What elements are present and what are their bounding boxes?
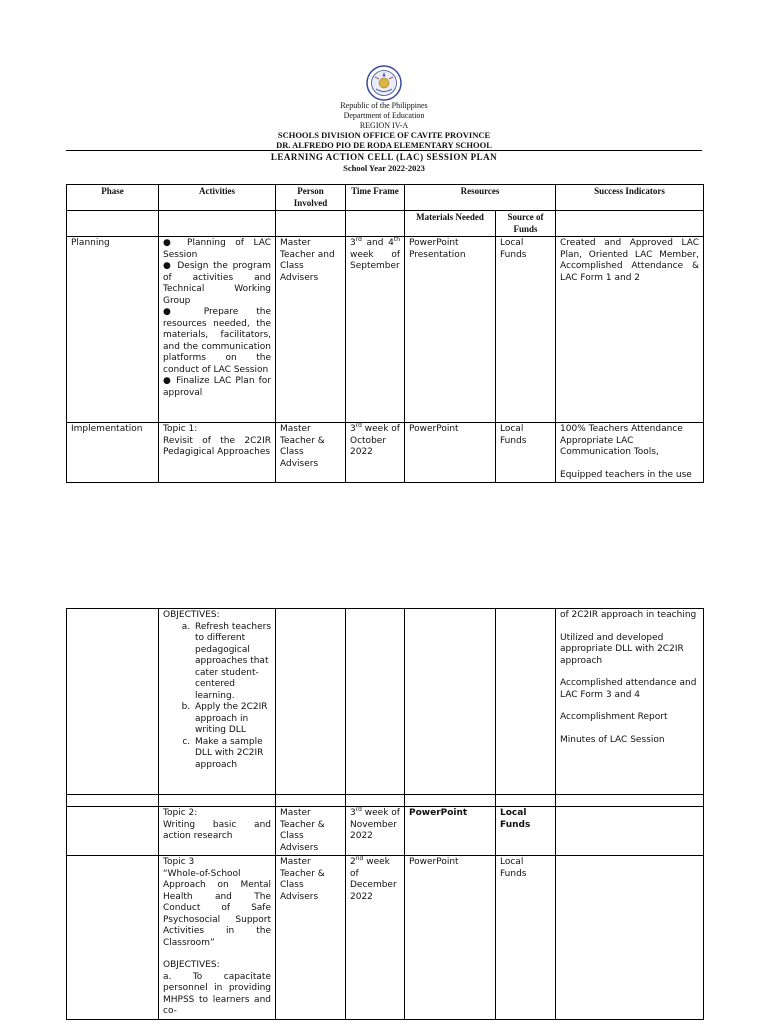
document-title: LEARNING ACTION CELL (LAC) SESSION PLAN (270, 152, 498, 162)
topic2-activity: Topic 2: Writing basic and action research (159, 807, 276, 856)
implementation-topic1: Topic 1: Revisit of the 2C2IR Pedagigical Approaches (159, 423, 276, 483)
planning-activity: ● Finalize LAC Plan for approval (163, 376, 271, 398)
header-school: DR. ALFREDO PIO DE RODA ELEMENTARY SCHOOL (276, 140, 492, 150)
lac-plan-table-continued (66, 608, 704, 1020)
planning-time-frame: 3rd and 4th week of September (346, 237, 405, 423)
topic1-indicators-continued: of 2C2IR approach in teaching Utilized and developed appropriate DLL with 2C2IR approach Accomplished attendance and LAC Form 3 and 4 Accomplishment Report Minutes of LAC Session (556, 609, 704, 795)
objective-item: b. Apply the 2C2IR approach in writing DLL (193, 702, 271, 737)
col-time-frame: Time Frame (346, 185, 405, 211)
table-row-implementation (67, 423, 704, 483)
deped-seal-logo (356, 64, 412, 102)
header-republic: Republic of the Philippines (340, 101, 428, 110)
topic3-activity: Topic 3 “Whole-of-School Approach on Mental Health and The Conduct of Safe Psychosocial Support Activities in the Classroom” OBJECTIVES: a. To capacitate personnel in providing MHPSS to learners and co- (159, 856, 276, 1020)
col-phase: Phase (67, 185, 159, 211)
header-division: SCHOOLS DIVISION OFFICE OF CAVITE PROVINCE (277, 130, 491, 140)
planning-indicators: Created and Approved LAC Plan, Oriented LAC Member, Accomplished Attendance & LAC Form 1 and 2 (556, 237, 704, 423)
col-success-indicators: Success Indicators (556, 185, 704, 211)
header-region: REGION IV-A (359, 121, 409, 130)
table-row-planning (67, 237, 704, 423)
implementation-indicators: 100% Teachers Attendance Appropriate LAC Communication Tools, Equipped teachers in the use (556, 423, 704, 483)
implementation-phase: Implementation (67, 423, 159, 483)
topic3-time-frame: 2nd week of December 2022 (346, 856, 405, 1020)
lac-plan-table (66, 184, 704, 483)
planning-funds: Local Funds (496, 237, 556, 423)
col-person-involved: Person Involved (276, 185, 346, 211)
table-row-objectives (67, 609, 704, 795)
planning-activity: ● Design the program of activities and Technical Working Group (163, 261, 271, 306)
topic2-materials: PowerPoint (405, 807, 496, 856)
header-rule (66, 150, 702, 151)
implementation-time-frame: 3rd week of October 2022 (346, 423, 405, 483)
topic2-time-frame: 3rd week of November 2022 (346, 807, 405, 856)
topic3-person: Master Teacher & Class Advisers (276, 856, 346, 1020)
table-row-topic3 (67, 856, 704, 1020)
topic2-funds: Local Funds (496, 807, 556, 856)
planning-activity: ● Planning of LAC Session (163, 238, 271, 260)
objective-item: c. Make a sample DLL with 2C2IR approach (193, 737, 271, 772)
col-source-of-funds: Source of Funds (496, 211, 556, 237)
col-materials-needed: Materials Needed (405, 211, 496, 237)
table-row-topic2 (67, 807, 704, 856)
implementation-person: Master Teacher & Class Advisers (276, 423, 346, 483)
planning-person: Master Teacher and Class Advisers (276, 237, 346, 423)
topic3-funds: Local Funds (496, 856, 556, 1020)
implementation-materials: PowerPoint (405, 423, 496, 483)
objective-item: a. Refresh teachers to different pedagogical approaches that cater student-centered learning. (193, 622, 271, 703)
topic2-person: Master Teacher & Class Advisers (276, 807, 346, 856)
planning-activity: ● Prepare the resources needed, the materials, facilitators, and the communication platforms on the conduct of LAC Session (163, 307, 271, 375)
school-year: School Year 2022-2023 (343, 163, 425, 173)
planning-phase: Planning (67, 237, 159, 423)
topic1-objectives: OBJECTIVES: a. Refresh teachers to different pedagogical approaches that cater student-centered learning. b. Apply the 2C2IR approach in writing DLL c. Make a sample DLL with 2C2IR approach (159, 609, 276, 795)
col-resources: Resources (405, 185, 556, 211)
implementation-funds: Local Funds (496, 423, 556, 483)
planning-materials: PowerPoint Presentation (405, 237, 496, 423)
col-activities: Activities (159, 185, 276, 211)
topic3-materials: PowerPoint (405, 856, 496, 1020)
planning-activities (159, 237, 276, 423)
header-department: Department of Education (343, 111, 425, 120)
